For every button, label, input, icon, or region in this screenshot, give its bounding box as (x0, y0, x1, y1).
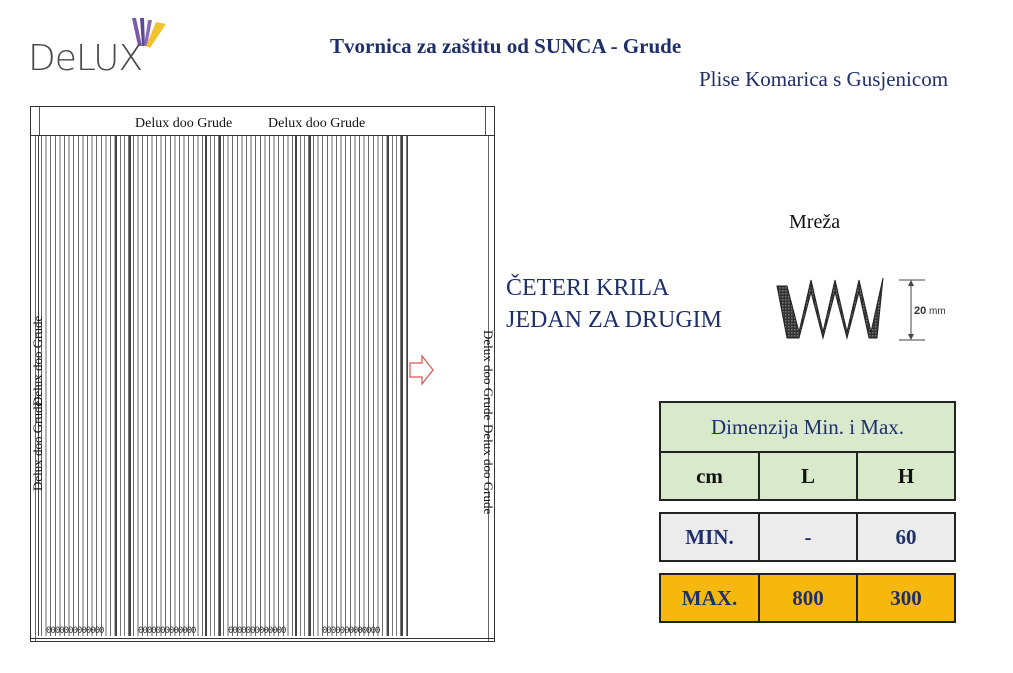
left-label-1: Delux doo Grude (30, 400, 45, 491)
top-label-1: Delux doo Grude (135, 116, 233, 131)
top-cassette (30, 106, 495, 136)
table-title-cell: Dimenzija Min. i Max. (710, 415, 905, 439)
header-cell-unit: cm (661, 453, 760, 499)
min-h-value: 60 (895, 524, 917, 549)
wing-profile-1 (116, 136, 130, 636)
max-label: MAX. (661, 575, 760, 621)
arrow-right-icon (408, 354, 436, 386)
description-line-1: ČETERI KRILA (506, 275, 670, 301)
cassette-inner (39, 107, 486, 135)
min-l-value: - (760, 514, 858, 560)
page-title: Tvornica za zaštitu od SUNCA - Grude (330, 34, 682, 58)
delux-logo (24, 18, 174, 80)
header-cell-l: L (760, 453, 858, 499)
max-l-value: 800 (760, 575, 858, 621)
description-line-2: JEDAN ZA DRUGIM (506, 307, 722, 333)
screen-drawing (30, 106, 495, 642)
logo-text: DeLUX (28, 38, 143, 79)
dimension-table-title (659, 401, 956, 452)
wing-profile-3 (296, 136, 310, 636)
max-row (659, 573, 956, 623)
max-h-value: 300 (890, 585, 922, 610)
dimension-table-header-row (659, 451, 956, 501)
wing-profile-4 (388, 136, 402, 636)
min-row (659, 512, 956, 562)
min-label: MIN. (661, 514, 760, 560)
header-cell-h: H (897, 463, 915, 488)
right-label-1: Delux doo Grude (481, 330, 496, 421)
top-label-2: Delux doo Grude (268, 116, 366, 131)
left-label-2: Delux doo Grude (30, 315, 45, 406)
end-profile (402, 136, 408, 636)
track-chain-3: 0000000000000 (228, 626, 286, 636)
track-chain-2: 0000000000000 (138, 626, 196, 636)
pleated-wing-3 (220, 136, 296, 636)
pleated-mesh-icon (773, 272, 953, 346)
mesh-dimension-unit: mm (929, 306, 946, 317)
mesh-dimension-value: 20 (914, 305, 927, 317)
track-chain-4: 0000000000000 (322, 626, 380, 636)
track-chain-1: 0000000000000 (46, 626, 104, 636)
pleated-wing-2 (130, 136, 206, 636)
pleated-wing-1 (38, 136, 116, 636)
right-label-2: Delux doo Grude (481, 424, 496, 515)
mesh-label: Mreža (789, 211, 841, 233)
pleated-wing-4 (310, 136, 388, 636)
wing-profile-2 (206, 136, 220, 636)
bottom-track (30, 638, 495, 642)
page-subtitle: Plise Komarica s Gusjenicom (699, 67, 949, 91)
wing-description (506, 272, 722, 336)
